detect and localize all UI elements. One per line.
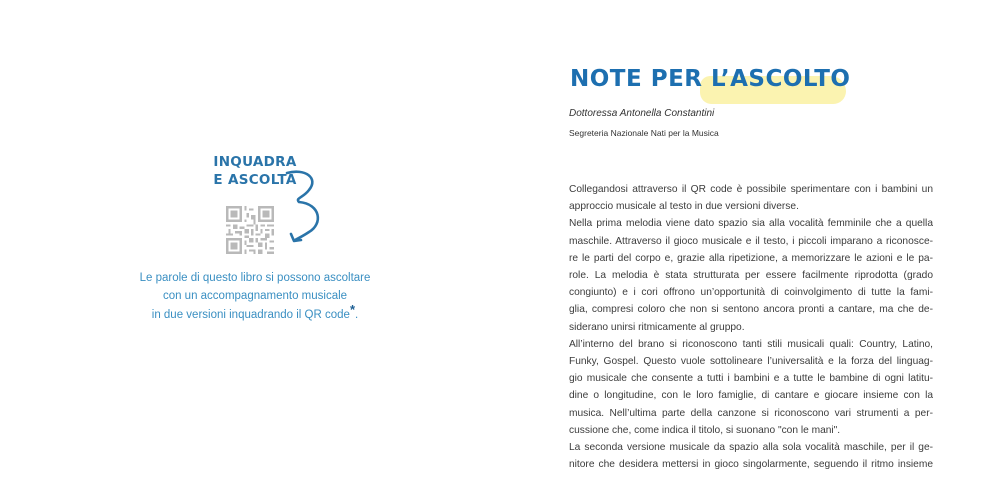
qr-heading-line: E ASCOLTA	[213, 172, 297, 188]
intro-text	[110, 269, 400, 324]
intro-line: con un accompagnamento musicale	[162, 290, 348, 302]
right-page	[500, 0, 1000, 500]
body-line: congiunto) e i cori offrono un’opportunità di coinvolgimento di tutte la fami-	[569, 287, 933, 299]
body-text	[569, 181, 933, 473]
body-line: glia, compresi coloro che non si sentono ancora pronti a cantare, ma che de-	[569, 304, 933, 316]
asterisk-footnote-mark: *	[349, 302, 356, 317]
author-name: Dottoressa Antonella Constantini	[569, 108, 715, 119]
body-line: dine o longitudine, con le loro famiglie, di cantare e giocare insieme con la	[569, 390, 933, 402]
body-line: La seconda versione musicale da spazio alla sola vocalità maschile, per il ge-	[569, 442, 933, 454]
body-line: musica. Nell’ultima parte della canzone si riconoscono vari strumenti a per-	[569, 407, 933, 419]
title-block	[570, 60, 851, 106]
body-line: nitore che desidera mettersi in gioco singolarmente, seguendo il ritmo insieme	[569, 459, 933, 471]
intro-line-text: in due versioni inquadrando il QR code	[151, 309, 350, 321]
qr-heading-line: INQUADRA	[213, 154, 297, 170]
page-title: NOTE PER L’ASCOLTO	[570, 66, 851, 92]
body-line: All’interno del brano si riconoscono tanti stili musicali quali: Country, Latino,	[569, 338, 933, 350]
body-line: gio musicale che consente a tutti i bambini e a tutte le bambine di ogni latitu-	[569, 373, 933, 385]
body-line: Nella prima melodia viene dato spazio sia alla vocalità femminile che a quella	[569, 218, 933, 230]
intro-line-last	[110, 302, 400, 324]
body-line: approccio musicale al testo in due versioni diverse.	[569, 201, 799, 213]
body-line: cussione che, come indica il titolo, si suonano "con le mani".	[569, 424, 841, 436]
body-line: maschile. Attraverso il gioco musicale e il testo, i piccoli imparano a riconosce-	[569, 235, 933, 247]
body-line: Collegandosi attraverso il QR code è possibile sperimentare con i bambini un	[569, 184, 933, 195]
author-affiliation: Segreteria Nazionale Nati per la Musica	[569, 128, 719, 138]
intro-period: .	[355, 309, 359, 321]
body-line: Funky, Gospel. Questo vuole sottolineare l’universalità e la forza del linguag-	[569, 356, 933, 368]
body-line: role. La melodia è stata strutturata per essere facilmente riprodotta (grado	[569, 270, 933, 282]
body-line: re le parti del corpo e, grazie alla ripetizione, a memorizzare le azioni e le pa-	[569, 252, 933, 264]
intro-line: Le parole di questo libro si possono ascoltare	[139, 272, 371, 284]
body-line: siderano unirsi ritmicamente al gruppo.	[569, 321, 745, 333]
curly-arrow-icon	[283, 168, 333, 250]
qr-code-icon[interactable]	[226, 206, 274, 254]
